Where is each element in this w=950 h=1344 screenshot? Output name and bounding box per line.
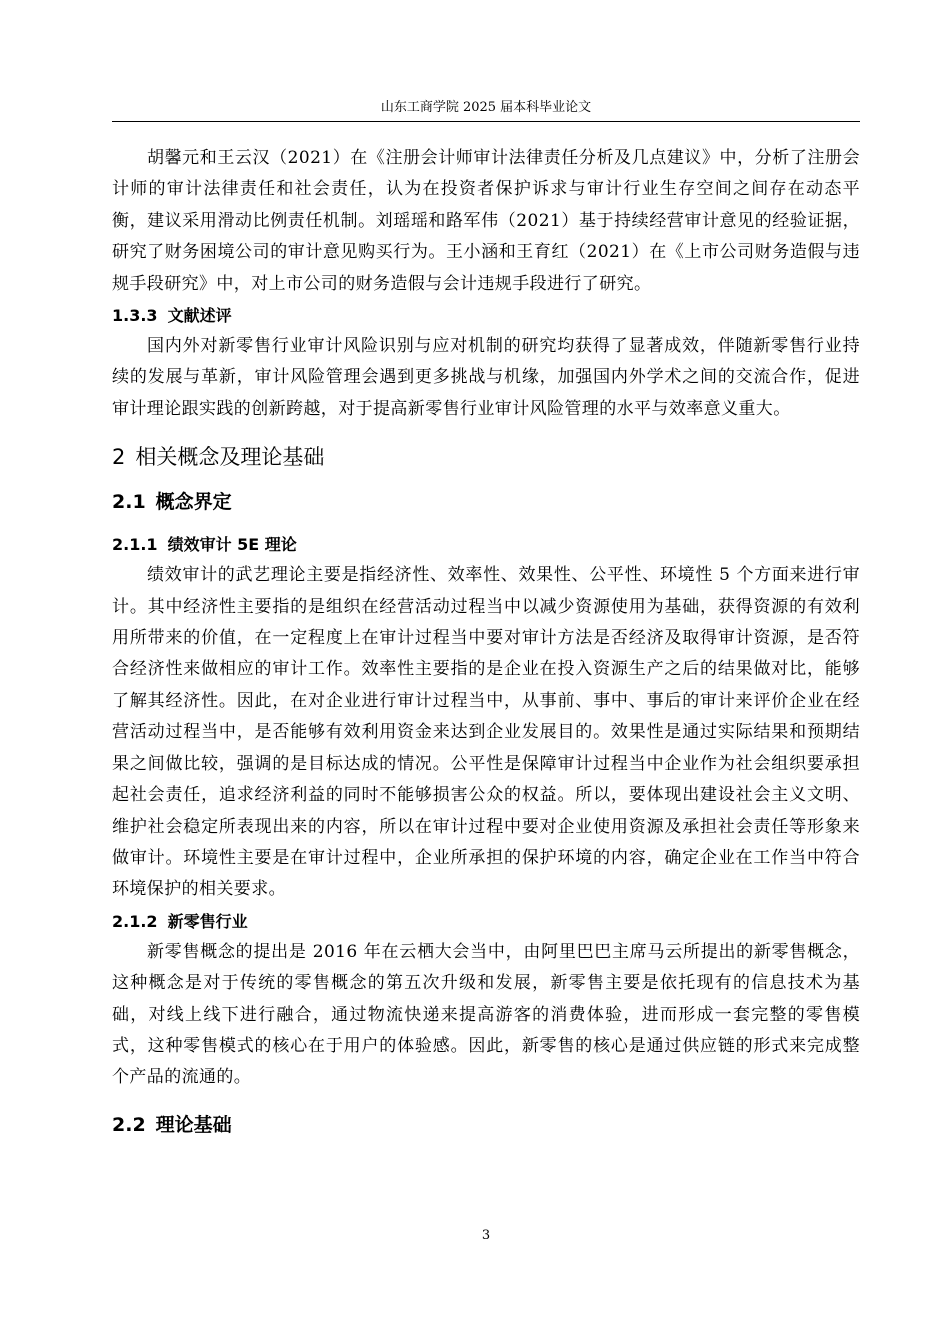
paragraph-literature-summary: 国内外对新零售行业审计风险识别与应对机制的研究均获得了显著成效，伴随新零售行业持续的发展与革新，审计风险管理会遇到更多挑战与机缘，加强国内外学术之间的交流合作，促进审计理论跟实践的创新跨越，对于提高新零售行业审计风险管理的水平与效率意义重大。 (112, 336, 860, 419)
heading-title: 文献述评 (167, 306, 232, 326)
heading-1-3-3 (112, 300, 860, 331)
heading-number: 2 (112, 445, 126, 470)
heading-number: 2.1.2 (112, 911, 158, 931)
heading-title: 新零售行业 (167, 911, 248, 931)
heading-title: 绩效审计 5E 理论 (167, 535, 297, 555)
heading-2-2 (112, 1108, 860, 1142)
heading-number: 2.1.1 (112, 535, 158, 555)
page-number: 3 (481, 1228, 491, 1243)
heading-number: 1.3.3 (112, 306, 158, 326)
heading-title: 理论基础 (155, 1113, 232, 1136)
heading-chapter-2 (112, 440, 860, 474)
paragraph-5e-theory: 绩效审计的武艺理论主要是指经济性、效率性、效果性、公平性、环境性 5 个方面来进行审计。其中经济性主要指的是组织在经营活动过程当中以减少资源使用为基础，获得资源的有效利用所带来的价值，在一定程度上在审计过程当中要对审计方法是否经济及取得审计资源，是否符合经济性来做相应的审计工作。效率性主要指的是企业在投入资源生产之后的结果做对比，能够了解其经济性。因此，在对企业进行审计过程当中，从事前、事中、事后的审计来评价企业在经营活动过程当中，是否能够有效利用资金来达到企业发展目的。效果性是通过实际结果和预期结果之间做比较，强调的是目标达成的情况。公平性是保障审计过程当中企业作为社会组织要承担起社会责任，追求经济利益的同时不能够损害公众的权益。所以，要体现出建设社会主义文明、维护社会稳定所表现出来的内容，所以在审计过程中要对企业使用资源及承担社会责任等形象来做审计。环境性主要是在审计过程中，企业所承担的保护环境的内容，确定企业在工作当中符合环境保护的相关要求。 (112, 565, 860, 900)
heading-title: 概念界定 (155, 491, 232, 514)
heading-title: 相关概念及理论基础 (135, 445, 325, 470)
heading-2-1-2 (112, 906, 860, 937)
header-rule (112, 121, 860, 122)
heading-2-1 (112, 485, 860, 519)
page-body (112, 143, 860, 1152)
heading-number: 2.2 (112, 1113, 146, 1136)
paragraph-literature-review-end: 胡馨元和王云汉（2021）在《注册会计师审计法律责任分析及几点建议》中，分析了注册会计师的审计法律责任和社会责任，认为在投资者保护诉求与审计行业生存空间之间存在动态平衡，建议采用滑动比例责任机制。刘瑶瑶和路军伟（2021）基于持续经营审计意见的经验证据，研究了财务困境公司的审计意见购买行为。王小涵和王育红（2021）在《上市公司财务造假与违规手段研究》中，对上市公司的财务造假与会计违规手段进行了研究。 (112, 148, 860, 294)
heading-2-1-1 (112, 529, 860, 560)
paragraph-new-retail: 新零售概念的提出是 2016 年在云栖大会当中，由阿里巴巴主席马云所提出的新零售概念，这种概念是对于传统的零售概念的第五次升级和发展，新零售主要是依托现有的信息技术为基础，对线上线下进行融合，通过物流快递来提高游客的消费体验，进而形成一套完整的零售模式，这种零售模式的核心在于用户的体验感。因此，新零售的核心是通过供应链的形式来完成整个产品的流通的。 (112, 941, 860, 1088)
running-header: 山东工商学院 2025 届本科毕业论文 (380, 100, 592, 115)
heading-number: 2.1 (112, 491, 146, 514)
